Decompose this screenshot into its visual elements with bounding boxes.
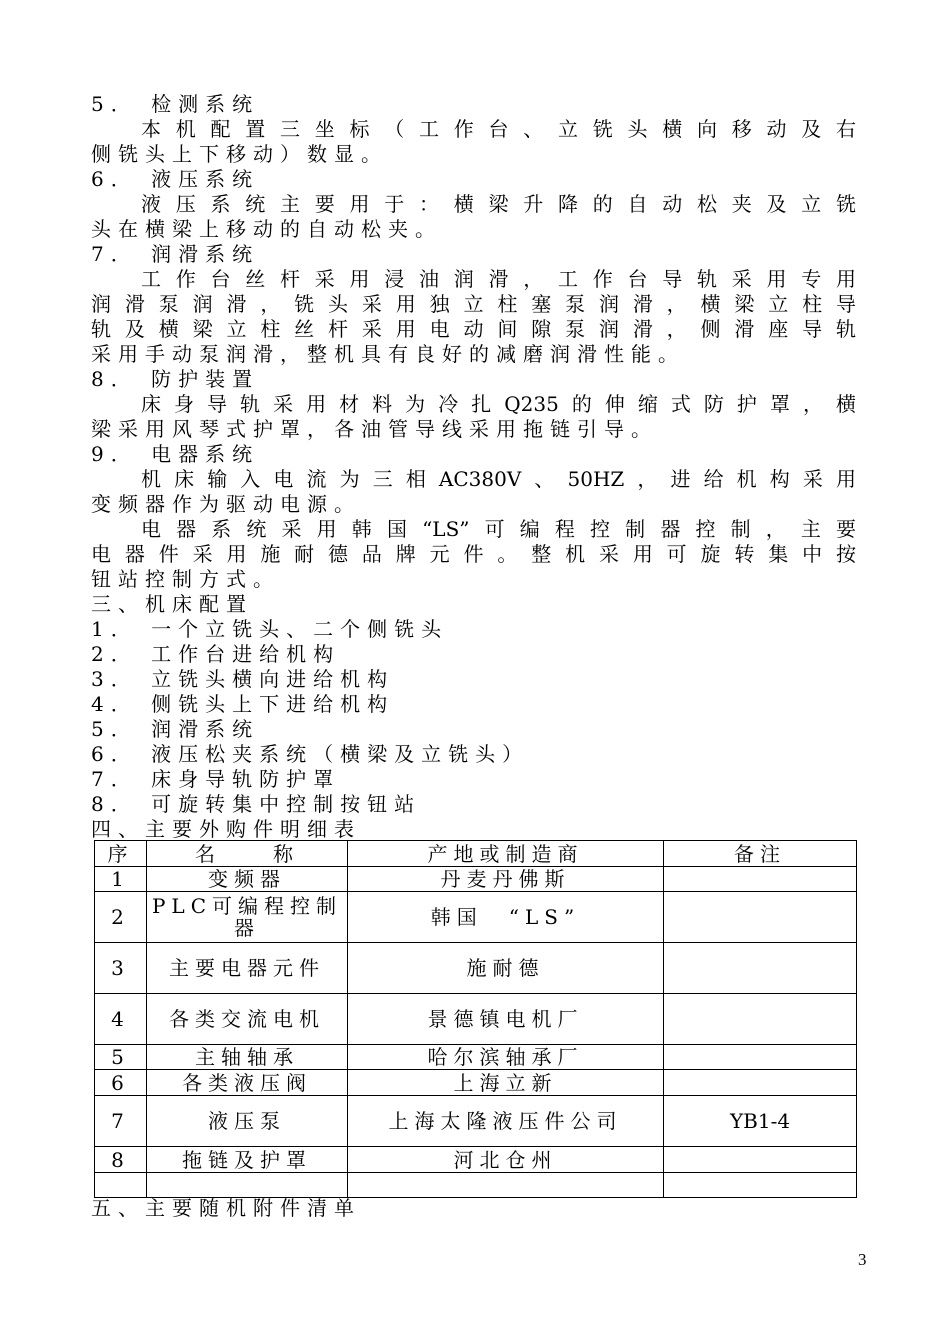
- table-row: [95, 1173, 857, 1198]
- table-cell: 河北仓州: [348, 1147, 664, 1173]
- table-cell: 拖链及护罩: [147, 1147, 348, 1173]
- table-cell: 变频器: [147, 867, 348, 892]
- table-row: [95, 1096, 857, 1147]
- paragraph-line: 头在横梁上移动的自动松夹。: [91, 217, 442, 241]
- list-item: 7． 床身导轨防护罩: [91, 767, 341, 791]
- table-cell: 主要电器元件: [147, 943, 348, 994]
- table-cell: PLC可编程控制器: [147, 892, 348, 943]
- paragraph-line: 采用手动泵润滑，整机具有良好的减磨润滑性能。: [91, 342, 685, 366]
- table-cell: 4: [95, 994, 147, 1045]
- table-cell: [664, 1173, 857, 1198]
- list-item: 2． 工作台进给机构: [91, 642, 341, 666]
- list-item: 3． 立铣头横向进给机构: [91, 667, 395, 691]
- column-header: 产地或制造商: [348, 841, 664, 867]
- table-cell: 丹麦丹佛斯: [348, 867, 664, 892]
- table-cell: 上海太隆液压件公司: [348, 1096, 664, 1147]
- table-cell: 5: [95, 1045, 147, 1070]
- section-heading: 6． 液压系统: [91, 167, 260, 191]
- parts-table: [94, 840, 857, 1198]
- table-row: [95, 1045, 857, 1070]
- table-cell: 各类交流电机: [147, 994, 348, 1045]
- table-cell: 3: [95, 943, 147, 994]
- page-number: 3: [858, 1250, 867, 1269]
- table-cell: 施耐德: [348, 943, 664, 994]
- table-cell: 上海立新: [348, 1070, 664, 1096]
- column-header: 序: [95, 841, 147, 867]
- paragraph-line: 床身导轨采用材料为冷扎Q235的伸缩式防护罩，横: [141, 392, 856, 416]
- table-cell: 8: [95, 1147, 147, 1173]
- table-row: [95, 994, 857, 1045]
- column-header: 名 称: [147, 841, 348, 867]
- list-item: 5． 润滑系统: [91, 717, 260, 741]
- list-item: 4． 侧铣头上下进给机构: [91, 692, 395, 716]
- paragraph-line: 轨及横梁立柱丝杆采用电动间隙泵润滑，侧滑座导轨: [91, 317, 856, 341]
- paragraph-line: 梁采用风琴式护罩，各油管导线采用拖链引导。: [91, 417, 658, 441]
- section-heading: 三、机床配置: [91, 592, 253, 616]
- paragraph-line: 侧铣头上下移动）数显。: [91, 142, 388, 166]
- table-cell: [664, 994, 857, 1045]
- paragraph-line: 钮站控制方式。: [91, 567, 280, 591]
- section-heading: 9． 电器系统: [91, 442, 260, 466]
- table-cell: 1: [95, 867, 147, 892]
- paragraph-line: 机床输入电流为三相AC380V、50HZ，进给机构采用: [141, 467, 856, 491]
- list-item: 8． 可旋转集中控制按钮站: [91, 792, 422, 816]
- column-header: 备注: [664, 841, 857, 867]
- table-cell: 液压泵: [147, 1096, 348, 1147]
- table-row: [95, 867, 857, 892]
- table-cell: [664, 867, 857, 892]
- section-heading: 5． 检测系统: [91, 92, 260, 116]
- table-cell: [348, 1173, 664, 1198]
- table-cell: 2: [95, 892, 147, 943]
- table-cell: 哈尔滨轴承厂: [348, 1045, 664, 1070]
- table-cell: [147, 1173, 348, 1198]
- table-cell: 景德镇电机厂: [348, 994, 664, 1045]
- table-row: [95, 1147, 857, 1173]
- paragraph-line: 本机配置三坐标（工作台、立铣头横向移动及右: [141, 117, 856, 141]
- table-cell: [664, 1147, 857, 1173]
- section-heading: 五、主要随机附件清单: [91, 1196, 361, 1220]
- paragraph-line: 电器系统采用韩国“LS”可编程控制器控制，主要: [141, 517, 856, 541]
- table-cell: 7: [95, 1096, 147, 1147]
- list-item: 6． 液压松夹系统（横梁及立铣头）: [91, 742, 530, 766]
- paragraph-line: 润滑泵润滑，铣头采用独立柱塞泵润滑，横梁立柱导: [91, 292, 856, 316]
- section-heading: 四、主要外购件明细表: [91, 817, 361, 841]
- table-row: [95, 943, 857, 994]
- list-item: 1． 一个立铣头、二个侧铣头: [91, 617, 449, 641]
- table-cell: 主轴轴承: [147, 1045, 348, 1070]
- table-row: [95, 1070, 857, 1096]
- table-cell: [664, 1070, 857, 1096]
- section-heading: 8． 防护装置: [91, 367, 260, 391]
- table-header-row: [95, 841, 857, 867]
- table-row: [95, 892, 857, 943]
- paragraph-line: 电器件采用施耐德品牌元件。整机采用可旋转集中按: [91, 542, 856, 566]
- table-cell: [664, 892, 857, 943]
- section-heading: 7． 润滑系统: [91, 242, 260, 266]
- paragraph-line: 变频器作为驱动电源。: [91, 492, 361, 516]
- document-body: [91, 92, 856, 842]
- paragraph-line: 工作台丝杆采用浸油润滑，工作台导轨采用专用: [141, 267, 856, 291]
- table-cell: 6: [95, 1070, 147, 1096]
- table-cell: YB1-4: [664, 1096, 857, 1147]
- table-cell: [664, 943, 857, 994]
- table-cell: 各类液压阀: [147, 1070, 348, 1096]
- paragraph-line: 液压系统主要用于：横梁升降的自动松夹及立铣: [141, 192, 856, 216]
- table-cell: [664, 1045, 857, 1070]
- table-cell: 韩国 “LS”: [348, 892, 664, 943]
- table-cell: [95, 1173, 147, 1198]
